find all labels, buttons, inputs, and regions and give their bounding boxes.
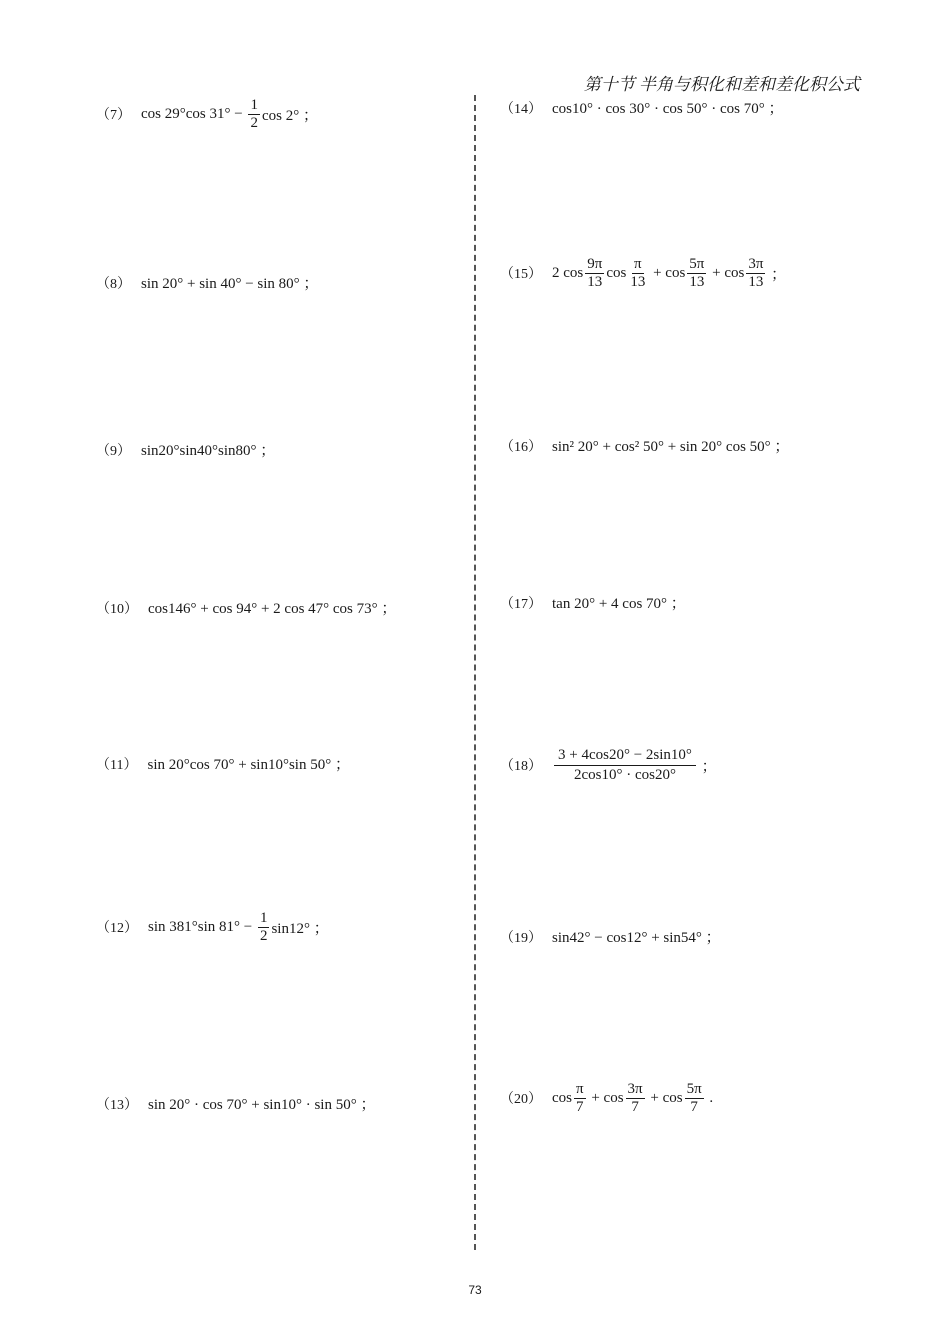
problem-14 [500,97,783,118]
problem-number: （12） [96,921,138,936]
problem-20 [500,1081,713,1115]
problem-expression: sin 20°cos 70° + sin10°sin 50° ； [147,757,350,773]
expr-part: ； [697,758,717,775]
expr-part: + cos [587,1089,624,1106]
fraction [746,256,765,290]
page-number: 73 [468,1283,482,1297]
numerator: 3π [627,1081,643,1097]
problem-expression [552,1081,713,1115]
problem-expression: sin 20° + sin 40° − sin 80° ； [141,276,319,292]
numerator: π [576,1081,584,1097]
problem-9 [96,439,275,460]
problem-number: （17） [500,596,542,612]
problem-19 [500,926,721,947]
denominator: 13 [689,273,705,290]
numerator: 9π [587,256,603,272]
fraction [554,746,696,784]
numerator: 3 + 4cos20° − 2sin10° [554,746,696,766]
problem-17 [500,592,686,613]
fraction [585,256,604,290]
expr-part: cos 2° ； [261,107,318,124]
expr-part: . [705,1089,714,1106]
expr-part: + cos [649,264,686,281]
problem-number: （7） [96,108,131,123]
problem-number: （10） [96,601,138,617]
denominator: 13 [587,273,603,290]
problem-number: （16） [500,439,542,455]
numerator: 5π [686,1081,702,1097]
problem-expression [552,746,717,784]
expr-part: cos [606,264,627,281]
denominator: 13 [748,273,764,290]
numerator: 1 [250,97,258,113]
problem-11 [96,753,350,774]
problem-expression [141,97,318,131]
problem-number: （15） [500,267,542,282]
problem-number: （14） [500,101,542,117]
problem-18 [500,746,717,784]
problem-expression: sin² 20° + cos² 50° + sin 20° cos 50° ； [552,439,790,455]
expr-part: + cos [646,1089,683,1106]
problem-number: （19） [500,930,542,946]
problem-expression: sin20°sin40°sin80° ； [141,443,276,459]
problem-7 [96,97,318,131]
numerator: 1 [259,910,268,926]
problem-13 [96,1093,375,1114]
fraction [626,1081,645,1115]
problem-expression: cos146° + cos 94° + 2 cos 47° cos 73° ； [148,601,397,617]
expr-part: + cos [708,264,745,281]
denominator: 2 [259,927,268,944]
denominator: 2 [250,114,258,131]
problem-number: （9） [96,443,131,459]
problem-expression [148,910,329,944]
fraction [258,910,270,944]
problem-number: （8） [96,276,131,292]
fraction [248,97,260,131]
fraction [628,256,647,290]
problem-number: （11） [96,757,138,773]
denominator: 7 [690,1098,698,1115]
problem-expression: sin 20° · cos 70° + sin10° · sin 50° ； [148,1097,376,1113]
expr-part: sin12° ； [271,920,329,937]
problem-15 [500,256,786,290]
expr-part: cos [552,1089,572,1106]
numerator: 5π [689,256,705,272]
problem-expression: sin42° − cos12° + sin54° ； [552,930,721,946]
expr-part: 2 cos [552,264,584,281]
fraction [687,256,706,290]
numerator: 3π [748,256,764,272]
problem-expression [552,256,786,290]
problem-number: （20） [500,1092,542,1107]
problem-12 [96,910,329,944]
problem-8 [96,272,318,293]
problem-number: （13） [96,1097,138,1113]
denominator: 7 [576,1098,584,1115]
problem-expression: cos10° · cos 30° · cos 50° · cos 70° ； [552,101,784,117]
problem-expression: tan 20° + 4 cos 70° ； [552,596,686,612]
fraction [574,1081,586,1115]
expr-part: cos 29°cos 31° − [141,105,247,122]
section-header: 第十节 半角与积化和差和差化积公式 [583,75,860,94]
expr-part: sin 381°sin 81° − [148,918,256,935]
denominator: 13 [630,273,646,290]
numerator: π [634,256,642,272]
denominator: 2cos10° · cos20° [573,766,676,783]
problem-10 [96,597,396,618]
denominator: 7 [631,1098,639,1115]
column-divider [474,95,476,1250]
problem-16 [500,435,789,456]
problem-number: （18） [500,759,542,774]
expr-part: ； [767,266,787,283]
fraction [685,1081,704,1115]
